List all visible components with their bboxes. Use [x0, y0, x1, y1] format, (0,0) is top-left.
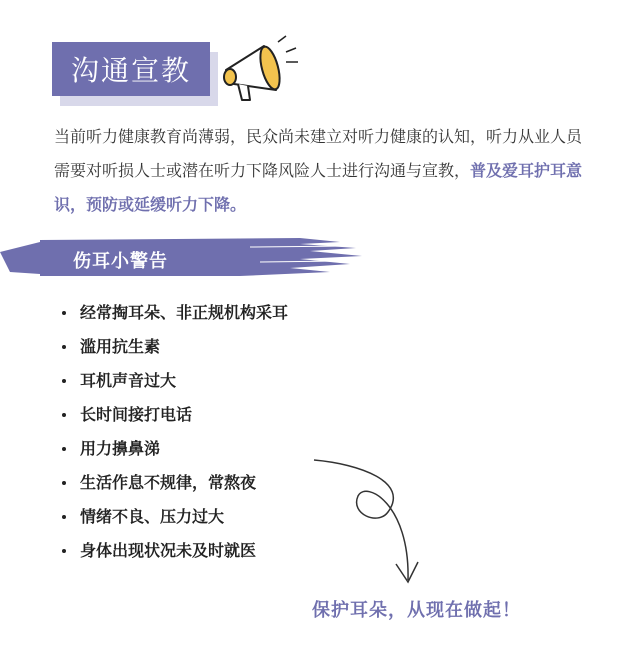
warning-heading: 伤耳小警告: [73, 251, 168, 272]
list-item: 情绪不良、压力过大: [62, 500, 288, 534]
list-item: 滥用抗生素: [62, 330, 288, 364]
bullet-icon: [62, 379, 66, 383]
bullet-icon: [62, 549, 66, 553]
list-item: 经常掏耳朵、非正规机构采耳: [62, 296, 288, 330]
warning-banner-brush: [0, 232, 380, 282]
page-title: 沟通宣教: [52, 42, 210, 96]
list-item: 耳机声音过大: [62, 364, 288, 398]
bullet-icon: [62, 413, 66, 417]
list-item: 生活作息不规律，常熬夜: [62, 466, 288, 500]
bullet-icon: [62, 345, 66, 349]
list-item: 用力擤鼻涕: [62, 432, 288, 466]
megaphone-icon: [216, 34, 306, 114]
bullet-icon: [62, 481, 66, 485]
list-item: 长时间接打电话: [62, 398, 288, 432]
intro-text: 当前听力健康教育尚薄弱，民众尚未建立对听力健康的认知，听力从业人员需要对听损人士或潜在听力下降风险人士进行沟通与宣教，: [54, 127, 583, 180]
slogan: 保护耳朵，从现在做起！: [312, 600, 521, 621]
intro-highlight: 普及爱耳护耳意识，预防或延缓听力下降。: [54, 161, 583, 214]
warning-list: [62, 296, 288, 568]
bullet-icon: [62, 311, 66, 315]
list-item: 身体出现状况未及时就医: [62, 534, 288, 568]
intro-paragraph: [54, 120, 594, 222]
bullet-icon: [62, 447, 66, 451]
curved-arrow-icon: [300, 452, 440, 592]
bullet-icon: [62, 515, 66, 519]
